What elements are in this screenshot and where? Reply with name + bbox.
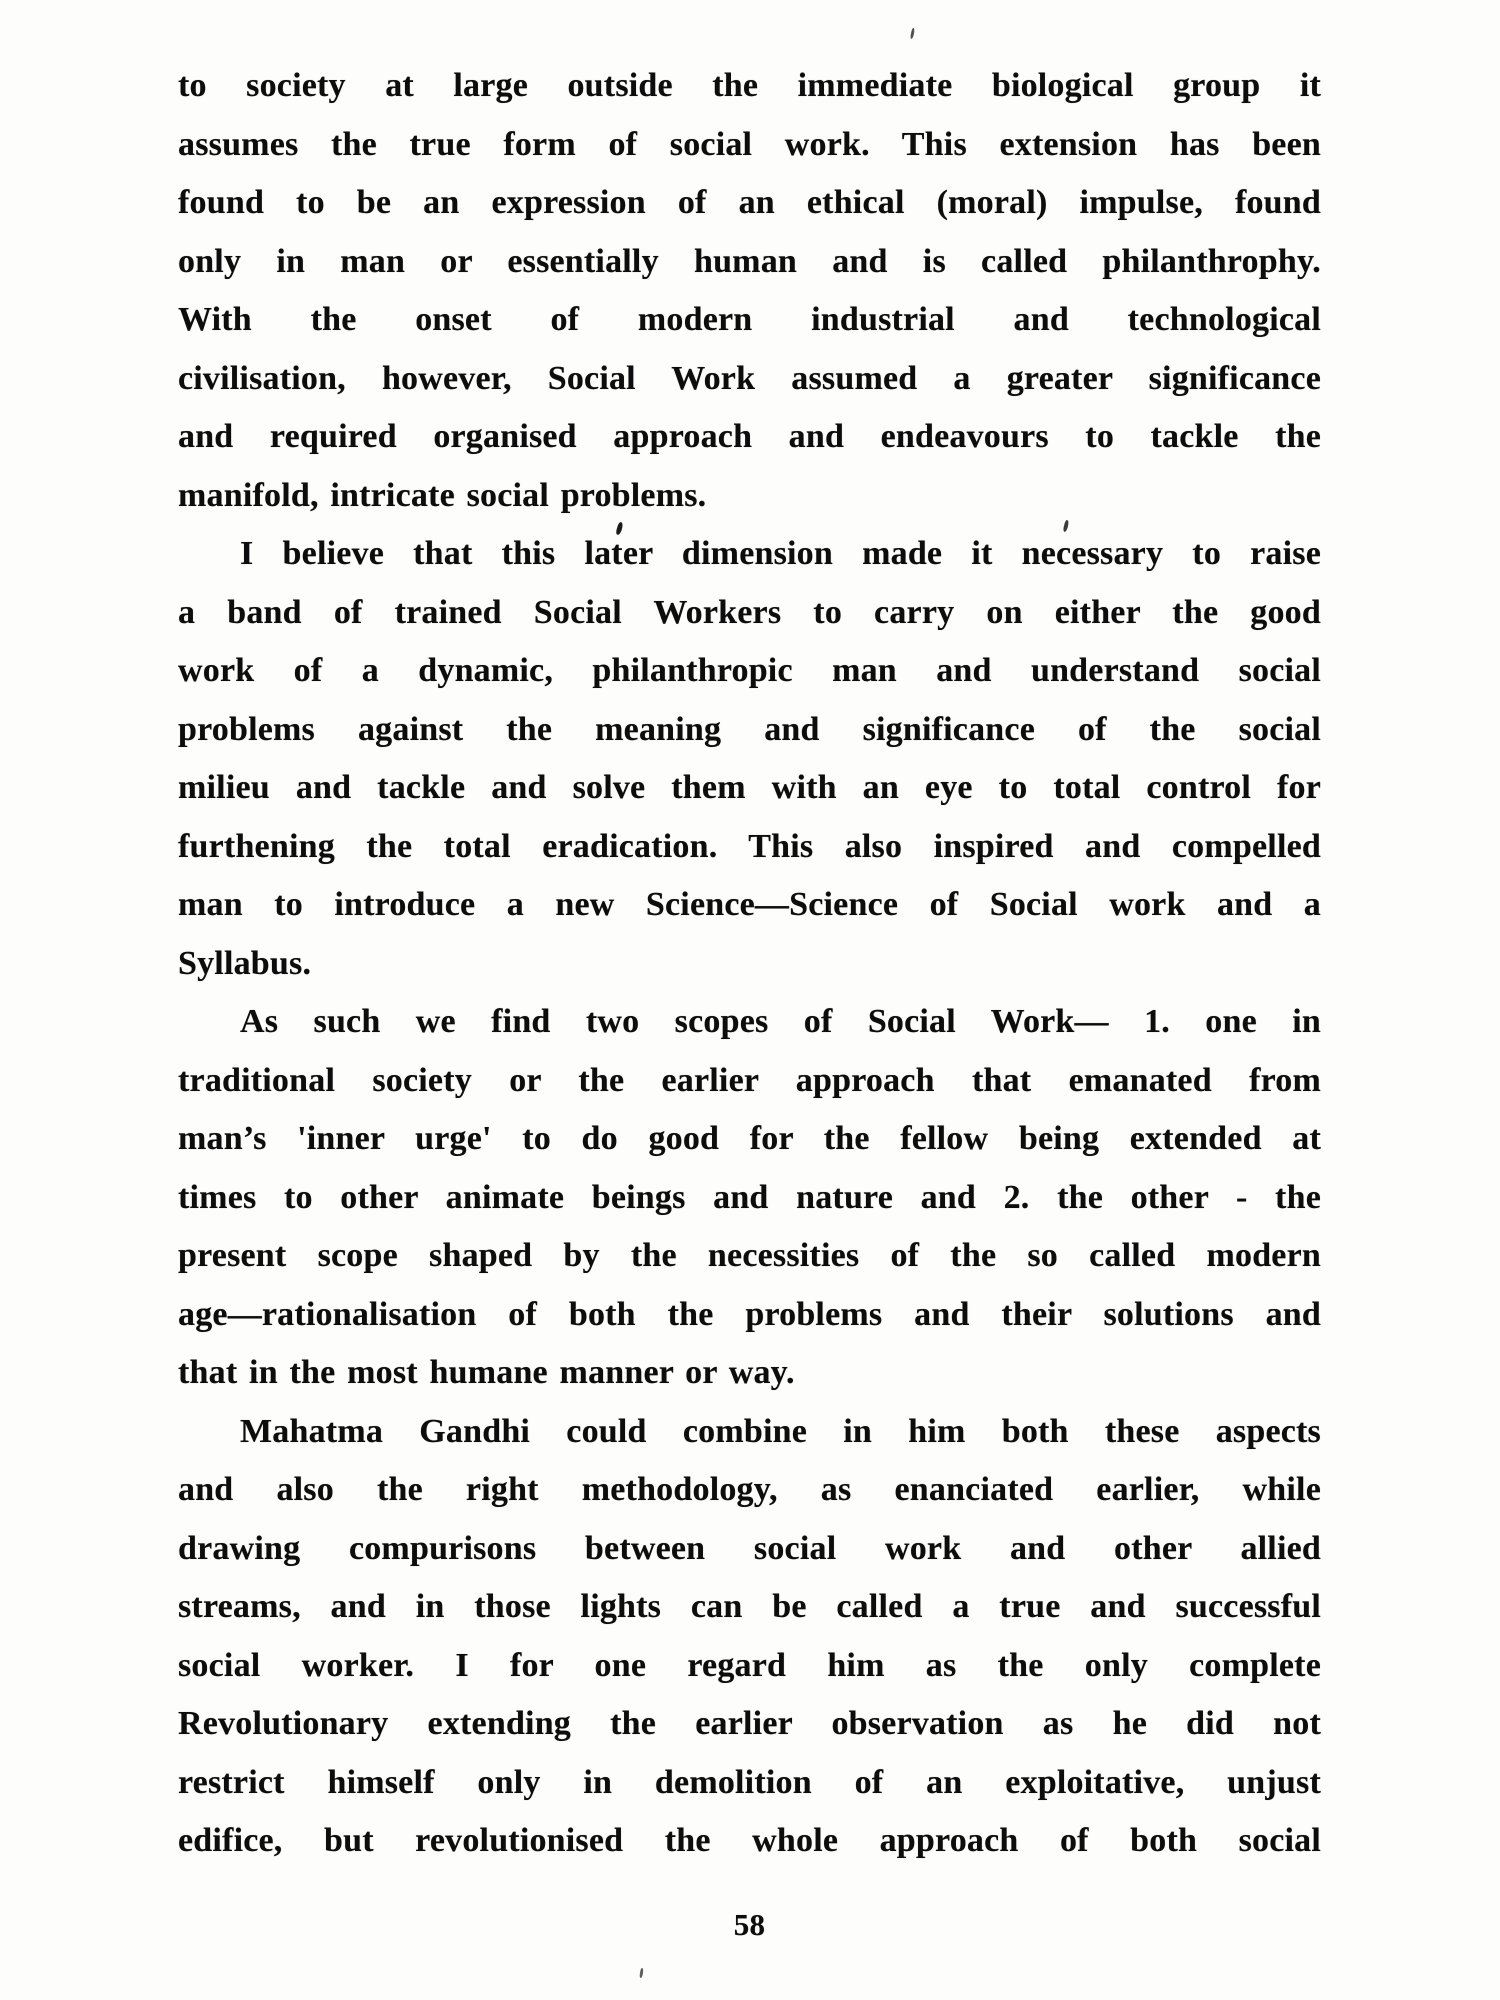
text-line: milieu and tackle and solve them with an eye to total control for bbox=[178, 769, 1321, 806]
text-line: civilisation, however, Social Work assumed a greater significance bbox=[178, 359, 1321, 397]
text-line: restrict himself only in demolition of an exploitative, unjust bbox=[178, 1763, 1321, 1801]
text-line: to society at large outside the immediate biological group it bbox=[178, 67, 1321, 104]
text-line: found to be an expression of an ethical (moral) impulse, found bbox=[178, 184, 1321, 221]
text-line: social worker. I for one regard him as the only complete bbox=[178, 1646, 1321, 1684]
text-block bbox=[178, 57, 1321, 1945]
text-line: edifice, but revolutionised the whole approach of both social bbox=[178, 1822, 1321, 1859]
text-line: Syllabus. bbox=[178, 944, 312, 982]
text-line: man’s 'inner urge' to do good for the fellow being extended at bbox=[178, 1120, 1321, 1157]
paragraph-1 bbox=[178, 57, 1321, 525]
text-line: only in man or essentially human and is called philanthrophy. bbox=[178, 242, 1321, 280]
paragraph-2 bbox=[178, 525, 1321, 993]
text-line: times to other animate beings and nature and 2. the other - the bbox=[178, 1178, 1321, 1216]
text-line: Revolutionary extending the earlier observation as he did not bbox=[178, 1705, 1321, 1742]
text-line: a band of trained Social Workers to carry on either the good bbox=[178, 593, 1321, 631]
paragraph-3 bbox=[178, 993, 1321, 1403]
text-line: work of a dynamic, philanthropic man and understand social bbox=[178, 652, 1321, 689]
text-line: present scope shaped by the necessities of the so called modern bbox=[178, 1237, 1321, 1274]
scan-speck bbox=[639, 1968, 644, 1978]
text-line: I believe that this later dimension made it necessary to raise bbox=[240, 535, 1321, 572]
text-line: assumes the true form of social work. This extension has been bbox=[178, 125, 1321, 163]
paragraph-4 bbox=[178, 1403, 1321, 1871]
text-line: streams, and in those lights can be called a true and successful bbox=[178, 1588, 1321, 1625]
text-line: drawing compurisons between social work and other allied bbox=[178, 1529, 1321, 1567]
page-number: 58 bbox=[733, 1906, 766, 1942]
text-line: and required organised approach and endeavours to tackle the bbox=[178, 418, 1321, 455]
text-line: With the onset of modern industrial and technological bbox=[178, 301, 1321, 338]
text-line: and also the right methodology, as enanciated earlier, while bbox=[178, 1471, 1321, 1508]
text-line: age—rationalisation of both the problems and their solutions and bbox=[178, 1295, 1321, 1333]
text-line: As such we find two scopes of Social Work— 1. one in bbox=[240, 1003, 1321, 1040]
scan-speck bbox=[910, 28, 915, 39]
text-line: manifold, intricate social problems. bbox=[178, 476, 707, 514]
text-line: problems against the meaning and significance of the social bbox=[178, 710, 1321, 748]
text-line: that in the most humane manner or way. bbox=[178, 1354, 795, 1391]
text-line: traditional society or the earlier approach that emanated from bbox=[178, 1061, 1321, 1099]
text-line: man to introduce a new Science—Science of Social work and a bbox=[178, 886, 1321, 923]
text-line: furthening the total eradication. This also inspired and compelled bbox=[178, 827, 1321, 865]
text-line: Mahatma Gandhi could combine in him both these aspects bbox=[240, 1412, 1321, 1450]
